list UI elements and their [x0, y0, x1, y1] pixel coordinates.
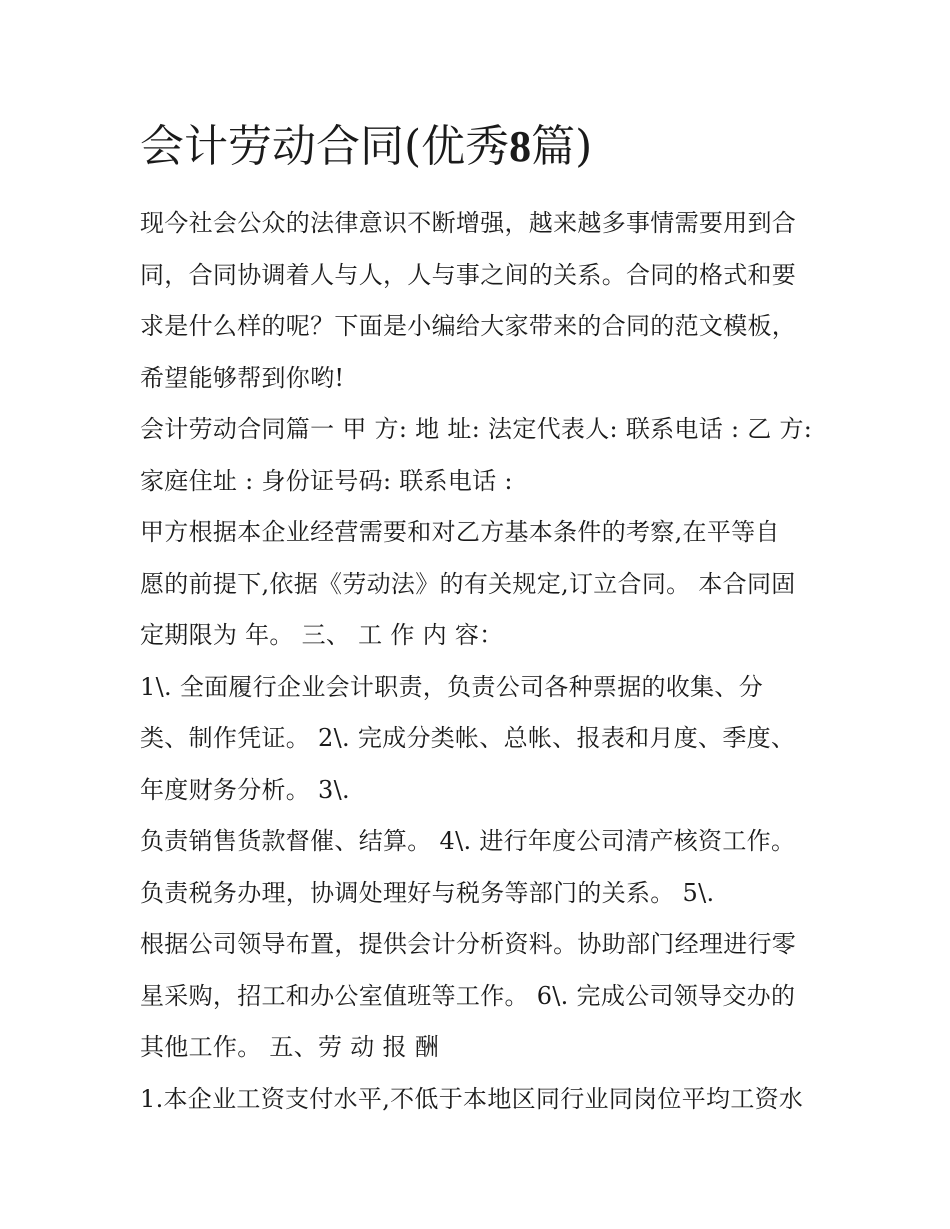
body-line-16: 星采购，招工和办公室值班等工作。 6\. 完成公司领导交办的: [140, 981, 796, 1010]
body-line-14: 负责税务办理，协调处理好与税务等部门的关系。 5\.: [140, 878, 715, 907]
body-line-8: 愿的前提下,依据《劳动法》的有关规定,订立合同。 本合同固: [140, 569, 796, 598]
title-text-pre: 会计劳动合同(优秀: [140, 121, 510, 172]
body-line-3: 求是什么样的呢？下面是小编给大家带来的合同的范文模板，: [140, 312, 797, 340]
body-line-7: 甲方根据本企业经营需要和对乙方基本条件的考察,在平等自: [140, 518, 780, 546]
title-text-post: 篇): [531, 121, 593, 172]
document-body: [140, 198, 820, 1125]
body-line-4: 希望能够帮到你哟!: [140, 363, 345, 392]
body-line-10: 1\. 全面履行企业会计职责，负责公司各种票据的收集、分: [140, 672, 764, 701]
body-line-15: 根据公司领导布置，提供会计分析资料。协助部门经理进行零: [140, 930, 797, 958]
body-line-13: 负责销售货款督催、结算。 4\. 进行年度公司清产核资工作。: [140, 827, 796, 855]
body-line-6: 家庭住址 : 身份证号码: 联系电话 :: [140, 466, 513, 495]
body-line-9: 定期限为 年。 三、 工 作 内 容：: [140, 621, 504, 649]
body-line-18: 1.本企业工资支付水平,不低于本地区同行业同岗位平均工资水: [140, 1084, 804, 1113]
body-line-12: 年度财务分析。 3\.: [140, 775, 350, 804]
body-line-11: 类、制作凭证。 2\. 完成分类帐、总帐、报表和月度、季度、: [140, 724, 796, 752]
document-title: [140, 114, 840, 180]
body-line-17: 其他工作。 五、劳 动 报 酬: [140, 1033, 440, 1061]
body-line-5: 会计劳动合同篇一 甲 方: 地 址: 法定代表人: 联系电话 : 乙 方:: [140, 415, 813, 443]
title-number: 8: [509, 122, 532, 171]
body-line-1: 现今社会公众的法律意识不断增强，越来越多事情需要用到合: [140, 209, 797, 237]
body-line-2: 同，合同协调着人与人，人与事之间的关系。合同的格式和要: [140, 260, 797, 289]
